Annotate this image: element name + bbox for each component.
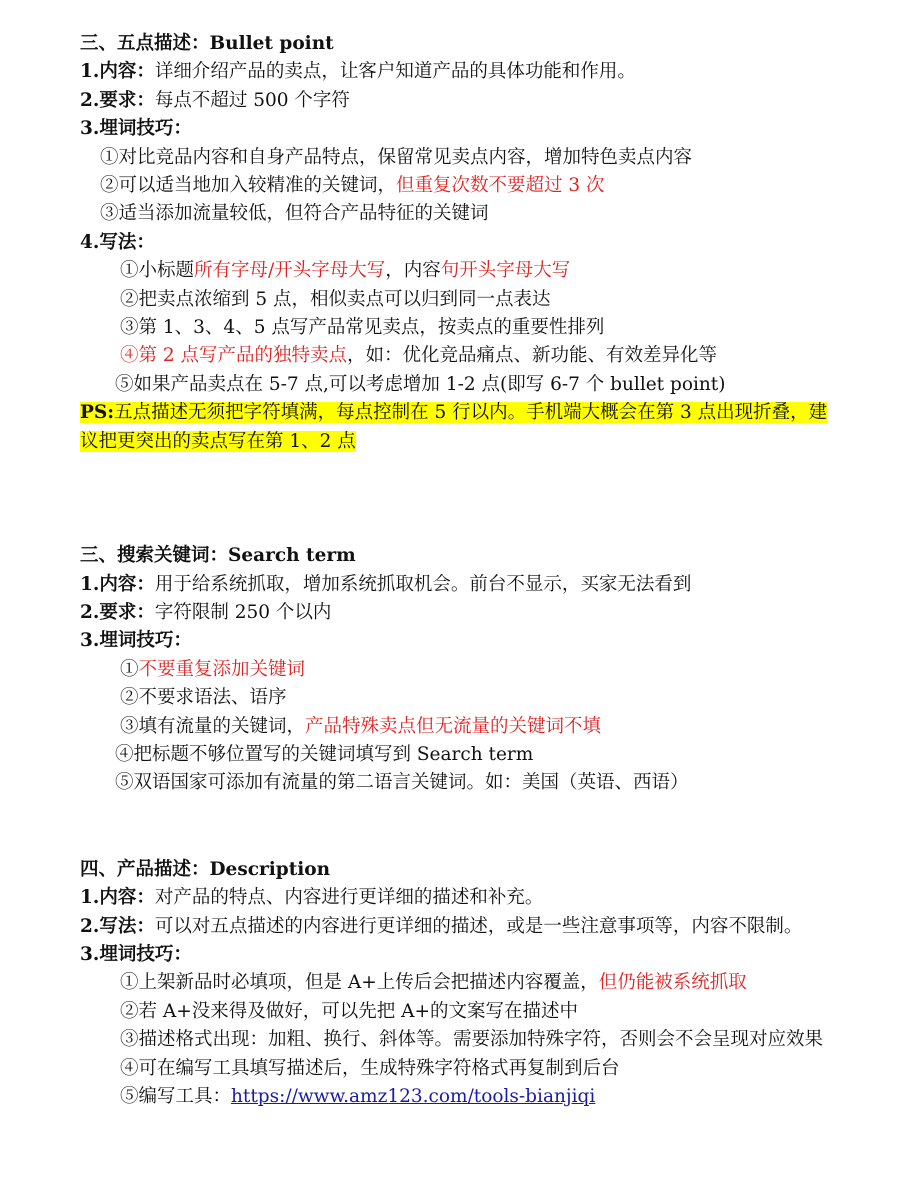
description-keyword-tips-label: 3.埋词技巧： — [80, 943, 192, 965]
description-tip-5 — [80, 1083, 840, 1111]
ps-note — [80, 399, 840, 456]
description-content-line — [80, 884, 840, 912]
text: 每点不超过 500 个字符 — [154, 89, 350, 111]
red-emphasis: 所有字母/开头字母大写 — [194, 260, 386, 282]
bullet-writing-label: 4.写法： — [80, 231, 155, 253]
section-title-bullet-point: 三、五点描述：Bullet point — [80, 33, 334, 54]
search-tip-4: ④把标题不够位置写的关键词填写到 Search term — [115, 743, 534, 765]
search-requirement-line — [80, 599, 840, 627]
bullet-keyword-tips-label: 3.埋词技巧： — [80, 118, 192, 140]
text: ①上架新品时必填项，但是 A+上传后会把描述内容覆盖， — [120, 972, 599, 994]
red-emphasis: 但仍能被系统抓取 — [598, 972, 747, 994]
bullet-tip-3: ③适当添加流量较低，但符合产品特征的关键词 — [100, 203, 489, 225]
writing-item-3: ③第 1、3、4、5 点写产品常见卖点，按卖点的重要性排列 — [120, 317, 605, 339]
text: 用于给系统抓取，增加系统抓取机会。前台不显示，买家无法看到 — [154, 573, 692, 595]
section-title-search-term: 三、搜索关键词：Search term — [80, 545, 356, 567]
writing-item-1 — [80, 257, 840, 285]
editor-tool-link[interactable]: https://www.amz123.com/tools-bianjiqi — [231, 1086, 596, 1107]
text: ① — [120, 658, 139, 680]
text: ①小标题 — [120, 260, 195, 282]
label: 1.内容： — [80, 573, 155, 595]
label: 2.要求： — [80, 601, 155, 623]
red-emphasis: 句开头字母大写 — [440, 260, 571, 282]
label: 2.要求： — [80, 89, 155, 111]
ps-text: 五点描述无须把字符填满，每点控制在 5 行以内。手机端大概会在第 3 点出现折叠，建议把更突出的卖点写在第 1、2 点 — [80, 402, 828, 452]
description-tip-1 — [80, 969, 840, 997]
bullet-content-line — [80, 58, 840, 86]
text: ③描述格式出现：加粗、换行、斜体等。需要添加特殊字符，否则会不会呈现对应效果 — [120, 1029, 824, 1051]
ps-label: PS: — [80, 402, 115, 424]
search-tip-1 — [80, 656, 840, 684]
text: 可以对五点描述的内容进行更详细的描述，或是一些注意事项等，内容不限制。 — [154, 915, 803, 937]
text: ③填有流量的关键词， — [120, 715, 306, 737]
description-tip-3 — [80, 1026, 840, 1054]
text: ，如：优化竞品痛点、新功能、有效差异化等 — [347, 345, 718, 367]
text: 对产品的特点、内容进行更详细的描述和补充。 — [154, 887, 544, 909]
description-writing-line — [80, 913, 840, 941]
bullet-tip-1: ①对比竞品内容和自身产品特点，保留常见卖点内容，增加特色卖点内容 — [100, 146, 693, 168]
bullet-tip-2 — [80, 172, 840, 200]
search-content-line — [80, 571, 840, 599]
spacer — [80, 798, 840, 856]
red-emphasis: 但重复次数不要超过 3 次 — [396, 175, 605, 197]
text: 详细介绍产品的卖点，让客户知道产品的具体功能和作用。 — [154, 61, 636, 83]
section-title-description: 四、产品描述：Description — [80, 858, 331, 880]
red-emphasis: 不要重复添加关键词 — [138, 658, 306, 680]
search-tip-2: ②不要求语法、语序 — [120, 687, 287, 709]
text: ②可以适当地加入较精准的关键词， — [100, 175, 397, 197]
red-emphasis: 产品特殊卖点但无流量的关键词不填 — [305, 715, 602, 737]
text: 字符限制 250 个以内 — [154, 601, 332, 623]
label: 1.内容： — [80, 61, 155, 83]
description-tip-2: ②若 A+没来得及做好，可以先把 A+的文案写在描述中 — [120, 1000, 578, 1022]
label: 2.写法： — [80, 915, 155, 937]
bullet-requirement-line — [80, 87, 840, 115]
search-keyword-tips-label: 3.埋词技巧： — [80, 630, 192, 652]
red-emphasis: ④第 2 点写产品的独特卖点 — [120, 345, 348, 367]
description-tip-4: ④可在编写工具填写描述后，生成特殊字符格式再复制到后台 — [120, 1057, 620, 1079]
text: ，内容 — [385, 260, 441, 282]
writing-item-4 — [80, 342, 840, 370]
text: ⑤编写工具： — [120, 1086, 232, 1107]
search-tip-5: ⑤双语国家可添加有流量的第二语言关键词。如：美国（英语、西语） — [115, 772, 689, 794]
writing-item-2: ②把卖点浓缩到 5 点，相似卖点可以归到同一点表达 — [120, 288, 551, 310]
spacer — [80, 456, 840, 542]
writing-item-5: ⑤如果产品卖点在 5-7 点,可以考虑增加 1-2 点(即写 6-7 个 bullet point) — [115, 373, 726, 395]
search-tip-3 — [80, 713, 840, 741]
label: 1.内容： — [80, 887, 155, 909]
